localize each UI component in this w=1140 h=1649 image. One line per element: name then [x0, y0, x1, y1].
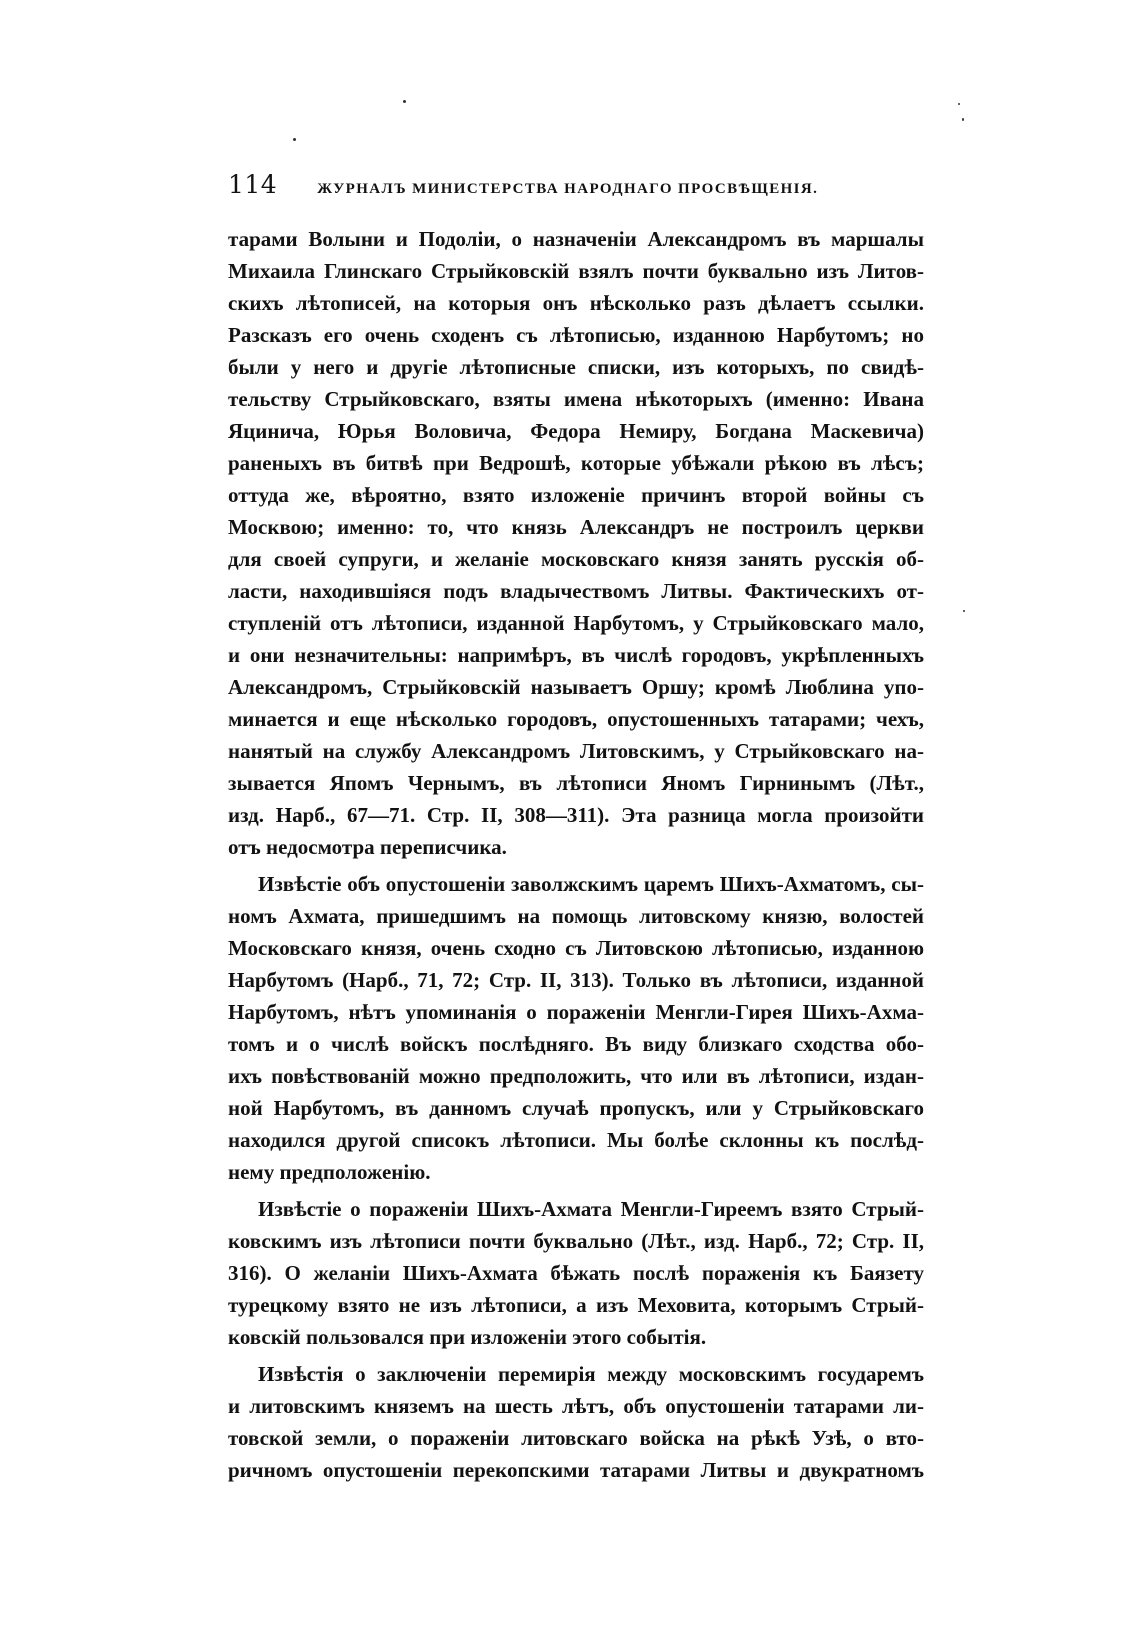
text-line: находился другой списокъ лѣтописи. Мы болѣе склонны къ послѣд-	[228, 1128, 924, 1152]
text-line: Нарбутомъ (Нарб., 71, 72; Стр. II, 313). Только въ лѣтописи, изданной	[228, 968, 924, 992]
text-line: томъ и о числѣ войскъ послѣдняго. Въ виду близкаго сходства обо-	[228, 1032, 924, 1056]
running-title: ЖУРНАЛЪ МИНИСТЕРСТВА НАРОДНАГО ПРОСВѢЩЕНІЯ.	[317, 181, 819, 197]
page-header	[228, 170, 928, 206]
text-line: товской земли, о пораженіи литовскаго войска на рѣкѣ Узѣ, о вто-	[228, 1426, 924, 1450]
text-line: зывается Япомъ Чернымъ, въ лѣтописи Яномъ Гирнинымъ (Лѣт.,	[228, 771, 924, 795]
text-line: Извѣстіе о пораженіи Шихъ-Ахмата Менгли-Гиреемъ взято Стрый-	[258, 1197, 924, 1221]
scan-speck	[403, 100, 406, 103]
text-line: оттуда же, вѣроятно, взято изложеніе причинъ второй войны съ	[228, 483, 924, 507]
text-line: ихъ повѣствованій можно предположить, что или въ лѣтописи, издан-	[228, 1064, 924, 1088]
text-line: Извѣстіе объ опустошеніи заволжскимъ царемъ Шихъ-Ахматомъ, сы-	[258, 872, 924, 896]
text-line: ковскій пользовался при изложеніи этого событія.	[228, 1325, 707, 1349]
text-line: ступленій отъ лѣтописи, изданной Нарбутомъ, у Стрыйковскаго мало,	[228, 611, 924, 635]
text-line: и литовскимъ княземъ на шесть лѣтъ, объ опустошеніи татарами ли-	[228, 1394, 924, 1418]
scan-speck	[962, 118, 964, 121]
text-line: Яцинича, Юрья Воловича, Федора Немиру, Богдана Маскевича)	[228, 419, 924, 443]
text-line: Нарбутомъ, нѣтъ упоминанія о пораженіи Менгли-Гирея Шихъ-Ахма-	[228, 1000, 924, 1024]
text-line: Москвою; именно: то, что князь Александръ не построилъ церкви	[228, 515, 924, 539]
text-line: раненыхъ въ битвѣ при Ведрошѣ, которые убѣжали рѣкою въ лѣсъ;	[228, 451, 924, 475]
text-line: минается и еще нѣсколько городовъ, опустошенныхъ татарами; чехъ,	[228, 707, 924, 731]
text-line: номъ Ахмата, пришедшимъ на помощь литовскому князю, волостей	[228, 904, 924, 928]
text-line: Михаила Глинскаго Стрыйковскій взялъ почти буквально изъ Литов-	[228, 259, 924, 283]
text-line: ласти, находившіяся подъ владычествомъ Литвы. Фактическихъ от-	[228, 579, 924, 603]
text-line: тарами Волыни и Подоліи, о назначеніи Александромъ въ маршалы	[228, 227, 924, 251]
text-line: изд. Нарб., 67—71. Стр. II, 308—311). Эта разница могла произойти	[228, 803, 924, 827]
body-text	[228, 223, 924, 1486]
text-line: турецкому взято не изъ лѣтописи, а изъ Меховита, которымъ Стрый-	[228, 1293, 924, 1317]
text-line: ричномъ опустошеніи перекопскими татарами Литвы и двукратномъ	[228, 1458, 924, 1482]
text-line: нему предположенію.	[228, 1160, 431, 1184]
text-line: 316). О желаніи Шихъ-Ахмата бѣжать послѣ пораженія къ Баязету	[228, 1261, 924, 1285]
text-line: Московскаго князя, очень сходно съ Литовскою лѣтописью, изданною	[228, 936, 924, 960]
text-line: были у него и другіе лѣтописные списки, изъ которыхъ, по свидѣ-	[228, 355, 924, 379]
text-line: нанятый на службу Александромъ Литовскимъ, у Стрыйковскаго на-	[228, 739, 924, 763]
text-line: тельству Стрыйковскаго, взяты имена нѣкоторыхъ (именно: Ивана	[228, 387, 924, 411]
text-line: Извѣстія о заключеніи перемирія между московскимъ государемъ	[258, 1362, 924, 1386]
scan-speck	[963, 610, 965, 612]
text-line: ной Нарбутомъ, въ данномъ случаѣ пропускъ, или у Стрыйковскаго	[228, 1096, 924, 1120]
text-line: Разсказъ его очень сходенъ съ лѣтописью, изданною Нарбутомъ; но	[228, 323, 924, 347]
text-line: и они незначительны: напримѣръ, въ числѣ городовъ, укрѣпленныхъ	[228, 643, 924, 667]
text-line: скихъ лѣтописей, на которыя онъ нѣсколько разъ дѣлаетъ ссылки.	[228, 291, 924, 315]
page-number: 114	[228, 170, 278, 199]
scan-speck	[958, 103, 960, 105]
scan-speck	[293, 138, 296, 141]
text-line: Александромъ, Стрыйковскій называетъ Оршу; кромѣ Люблина упо-	[228, 675, 924, 699]
text-line: ковскимъ изъ лѣтописи почти буквально (Лѣт., изд. Нарб., 72; Стр. II,	[228, 1229, 924, 1253]
text-line: для своей супруги, и желаніе московскаго князя занять русскія об-	[228, 547, 924, 571]
text-line: отъ недосмотра переписчика.	[228, 835, 507, 859]
